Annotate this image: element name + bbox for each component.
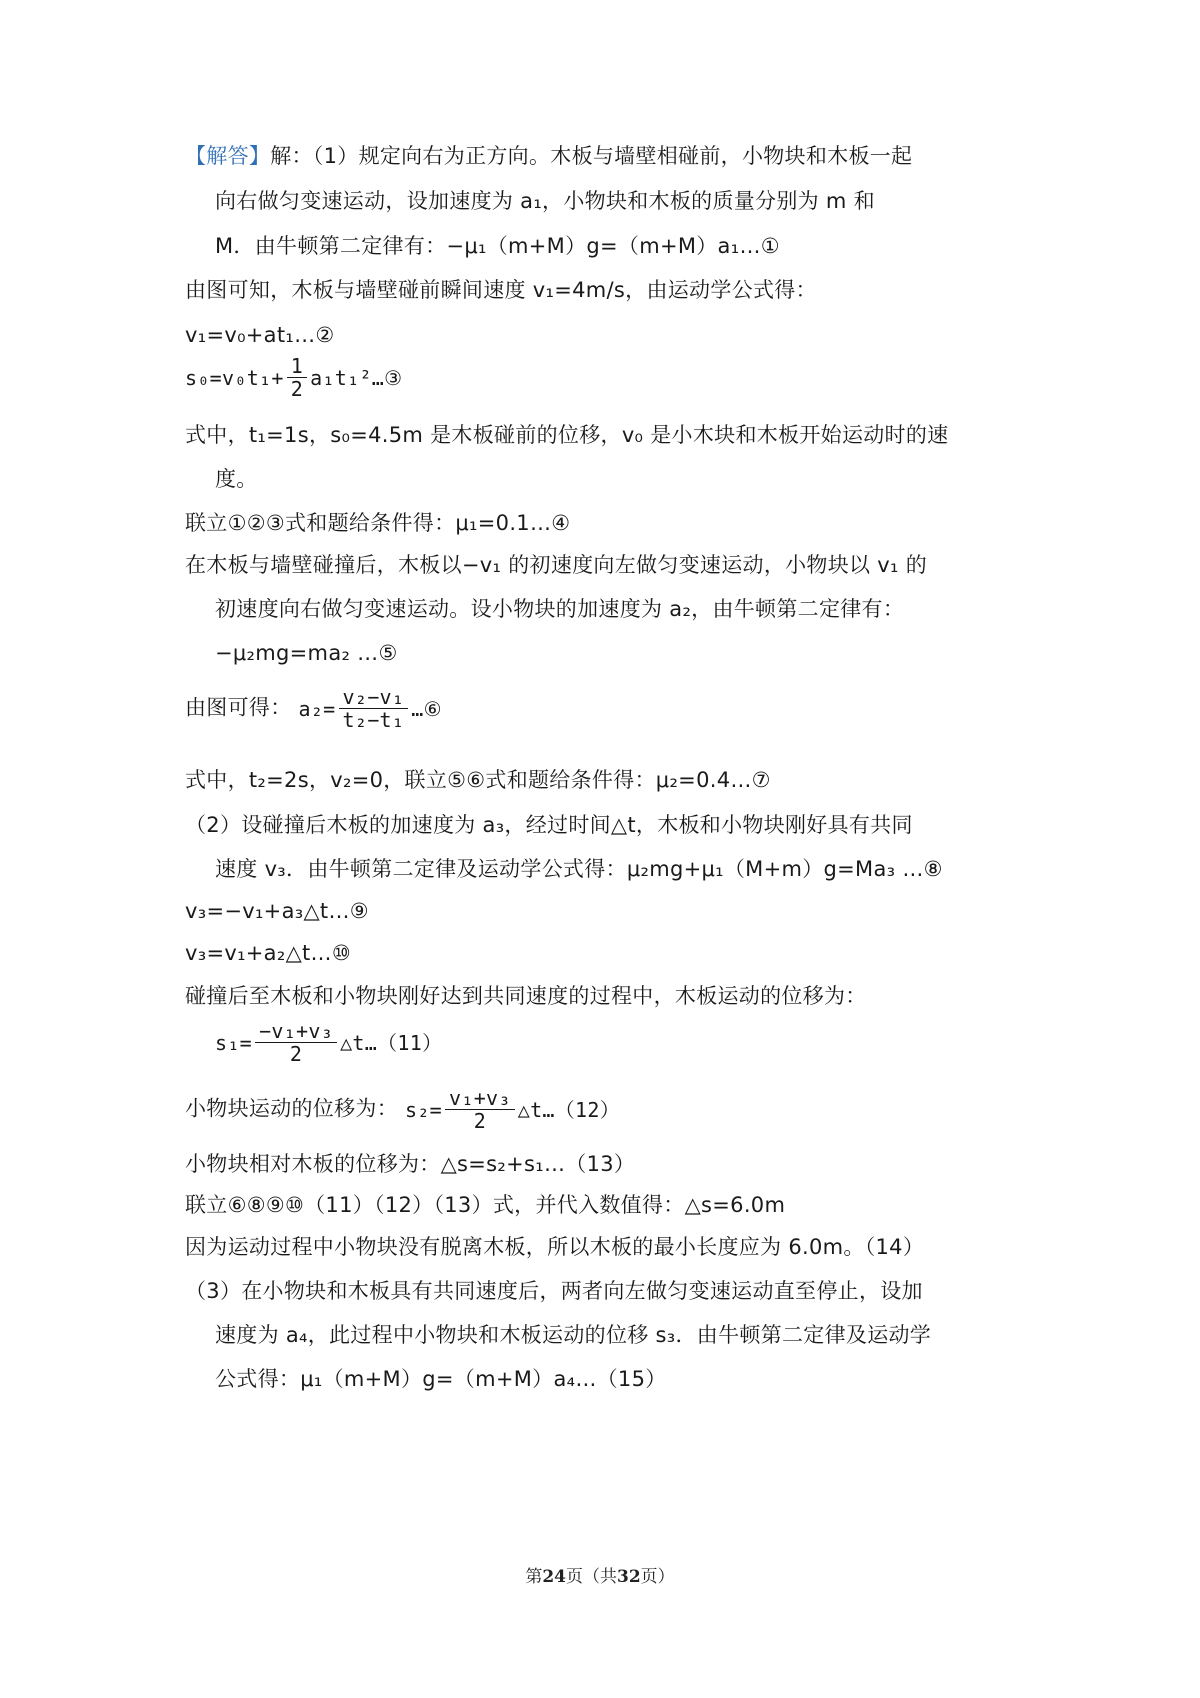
page-footer: [0, 1562, 1200, 1587]
solution-line-16: 因为运动过程中小物块没有脱离木板，所以木板的最小长度应为 6.0m。（14）: [185, 1235, 925, 1259]
eq6-numerator: v₂−v₁: [339, 686, 409, 709]
text-line: 由图可得：: [185, 695, 292, 720]
eq11-numerator: −v₁+v₃: [255, 1020, 337, 1043]
solution-line-7: 联立①②③式和题给条件得：μ₁=0.1…④: [185, 511, 571, 535]
solution-line-17: （3）在小物块和木板具有共同速度后，两者向左做匀变速运动直至停止，设加: [185, 1279, 923, 1303]
equation-12-math: [405, 1087, 620, 1132]
eq11-rhs: △t…（11）: [340, 1030, 443, 1055]
eq3-rhs: a₁t₁²…③: [310, 365, 403, 390]
equation-11-math: [215, 1020, 442, 1065]
equation-12-line: [185, 1087, 620, 1132]
equation-10: v₃=v₁+a₂△t…⑩: [185, 941, 351, 965]
equation-11: [215, 1020, 442, 1065]
equation-6-line: [185, 686, 442, 731]
eq12-denominator: 2: [473, 1109, 487, 1133]
answer-tag: 【解答】: [185, 144, 271, 168]
solution-line-8: 在木板与墙壁碰撞后，木板以−v₁ 的初速度向左做匀变速运动，小物块以 v₁ 的: [185, 553, 928, 577]
solution-line-15: 联立⑥⑧⑨⑩（11）（12）（13）式，并代入数值得：△s=6.0m: [185, 1193, 786, 1217]
eq6-denominator: t₂−t₁: [342, 708, 405, 732]
eq11-lhs: s₁=: [215, 1030, 253, 1055]
eq3-lhs: s₀=v₀t₁+: [185, 365, 284, 390]
footer-middle: 页（共: [566, 1567, 617, 1587]
equation-9: v₃=−v₁+a₃△t…⑨: [185, 899, 369, 923]
solution-line-6: 度。: [215, 467, 258, 491]
eq12-fraction: [445, 1087, 515, 1132]
footer-prefix: 第: [525, 1567, 543, 1587]
total-page-count: 32: [617, 1567, 641, 1587]
eq11-fraction: [255, 1020, 337, 1065]
eq12-rhs: △t…（12）: [517, 1097, 621, 1122]
solution-line-11: （2）设碰撞后木板的加速度为 a₃，经过时间△t，木板和小物块刚好具有共同: [185, 813, 913, 837]
solution-line-12: 速度 v₃．由牛顿第二定律及运动学公式得：μ₂mg+μ₁（M+m）g=Ma₃ …⑧: [215, 857, 943, 881]
eq3-denominator: 2: [290, 377, 304, 401]
eq6-rhs: …⑥: [411, 696, 442, 721]
footer-suffix: 页）: [640, 1567, 675, 1587]
eq6-lhs: a₂=: [298, 696, 336, 721]
equation-3: [185, 355, 402, 400]
eq3-fraction: [287, 355, 307, 400]
solution-line-1: [185, 141, 912, 171]
solution-line-14: 小物块相对木板的位移为：△s=s₂+s₁…（13）: [185, 1152, 636, 1176]
eq12-numerator: v₁+v₃: [445, 1087, 515, 1110]
solution-line-9: 初速度向右做匀变速运动。设小物块的加速度为 a₂，由牛顿第二定律有：: [215, 597, 905, 621]
solution-line-3: M．由牛顿第二定律有：−μ₁（m+M）g=（m+M）a₁…①: [215, 234, 780, 258]
solution-line-4: 由图可知，木板与墙壁碰前瞬间速度 v₁=4m/s，由运动学公式得：: [185, 278, 817, 302]
equation-6-math: [298, 686, 441, 731]
eq3-numerator: 1: [287, 355, 307, 378]
equation-2: v₁=v₀+at₁…②: [185, 323, 335, 347]
solution-line-10: 式中，t₂=2s，v₂=0，联立⑤⑥式和题给条件得：μ₂=0.4…⑦: [185, 768, 771, 792]
eq11-denominator: 2: [289, 1042, 303, 1066]
text-line: 解：（1）规定向右为正方向。木板与墙壁相碰前，小物块和木板一起: [270, 144, 913, 168]
solution-line-19: 公式得：μ₁（m+M）g=（m+M）a₄…（15）: [215, 1367, 667, 1391]
current-page-number: 24: [542, 1567, 566, 1587]
solution-line-18: 速度为 a₄，此过程中小物块和木板运动的位移 s₃．由牛顿第二定律及运动学: [215, 1323, 932, 1347]
solution-line-2: 向右做匀变速运动，设加速度为 a₁，小物块和木板的质量分别为 m 和: [215, 189, 875, 213]
eq12-lhs: s₂=: [404, 1097, 443, 1122]
text-line: 小物块运动的位移为：: [185, 1096, 398, 1121]
equation-3-math: [185, 355, 402, 400]
solution-line-5: 式中，t₁=1s，s₀=4.5m 是木板碰前的位移，v₀ 是小木块和木板开始运动时的速: [185, 423, 949, 447]
solution-line-13: 碰撞后至木板和小物块刚好达到共同速度的过程中，木板运动的位移为：: [185, 984, 867, 1008]
eq6-fraction: [339, 686, 409, 731]
equation-5: −μ₂mg=ma₂ …⑤: [215, 641, 398, 665]
